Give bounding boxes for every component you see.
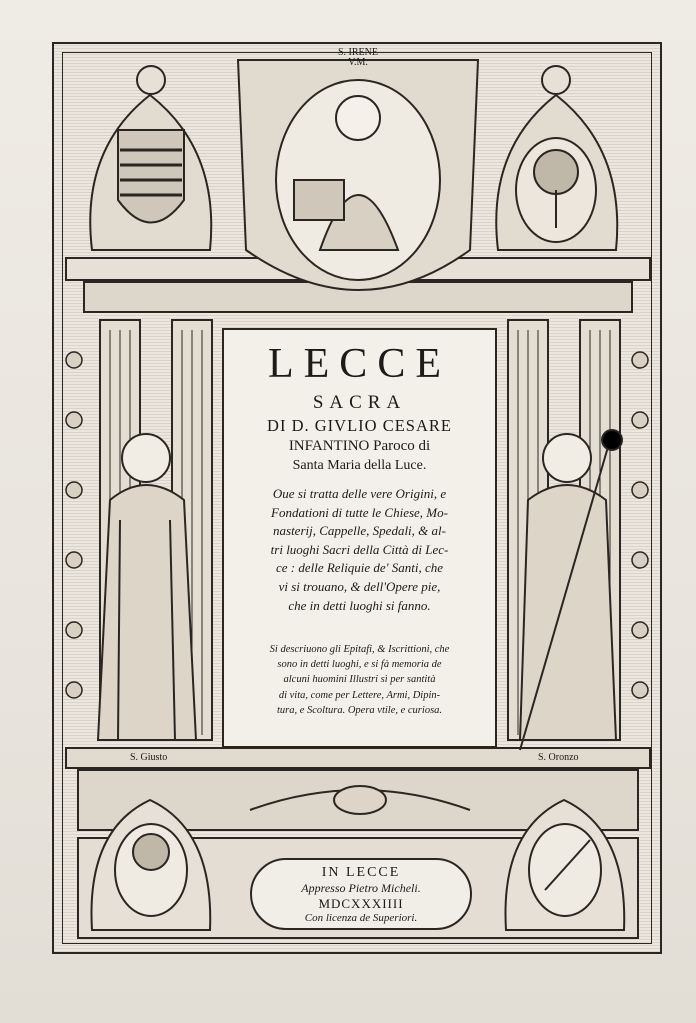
imprint-cartouche	[250, 858, 472, 930]
medallion-label-1: S. IRENE	[338, 47, 378, 58]
description-line: vi si trouano, & dell'Opere pie,	[278, 578, 441, 594]
description-line: Oue si tratta delle vere Origini, e	[272, 486, 447, 501]
saint-irene-medallion	[238, 57, 478, 290]
description-text	[232, 485, 487, 615]
author-line-3: Santa Maria della Luce.	[292, 458, 427, 473]
description-line: tri luoghi Sacri della Città di Lec-	[270, 541, 449, 557]
medallion-label-2: V.M.	[348, 57, 368, 68]
coat-of-arms-left	[90, 66, 211, 250]
medallion-inscription	[318, 48, 398, 68]
small-line: Si descriuono gli Epitafi, & Iscrittioni, che	[269, 644, 450, 655]
imprint-license: Con licenza de Superiori.	[304, 912, 418, 924]
saint-label-right: S. Oronzo	[538, 752, 579, 763]
saint-label-left: S. Giusto	[130, 752, 168, 763]
imprint-place: IN LECCE	[321, 865, 401, 880]
small-line: sono in detti luoghi, e si fà memoria de	[277, 659, 442, 671]
small-line: alcuni huomini Illustri sì per santità	[283, 674, 436, 686]
secondary-description	[230, 642, 489, 718]
title-panel	[222, 328, 497, 748]
imprint-printer: Appresso Pietro Micheli.	[301, 881, 421, 895]
book-title: LECCE	[268, 341, 451, 387]
small-line: tura, e Scoltura. Opera vtile, e curiosa.	[276, 704, 443, 716]
book-subtitle: SACRA	[312, 392, 407, 413]
imprint-year: MDCXXXIIII	[318, 896, 404, 911]
coat-of-arms-right	[496, 66, 617, 250]
small-line: di vita, come per Lettere, Armi, Dipin-	[278, 689, 441, 701]
description-line: Fondationi di tutte le Chiese, Mo-	[271, 504, 448, 520]
author-line-2: INFANTINO Paroco di	[288, 438, 431, 454]
author-line: DI D. GIVLIO CESARE	[267, 416, 452, 435]
description-line: che in detti luoghi si fanno.	[288, 597, 431, 613]
description-line: ce : delle Reliquie de' Santi, che	[275, 560, 443, 576]
description-line: nasterij, Cappelle, Spedali, & al-	[273, 523, 446, 539]
